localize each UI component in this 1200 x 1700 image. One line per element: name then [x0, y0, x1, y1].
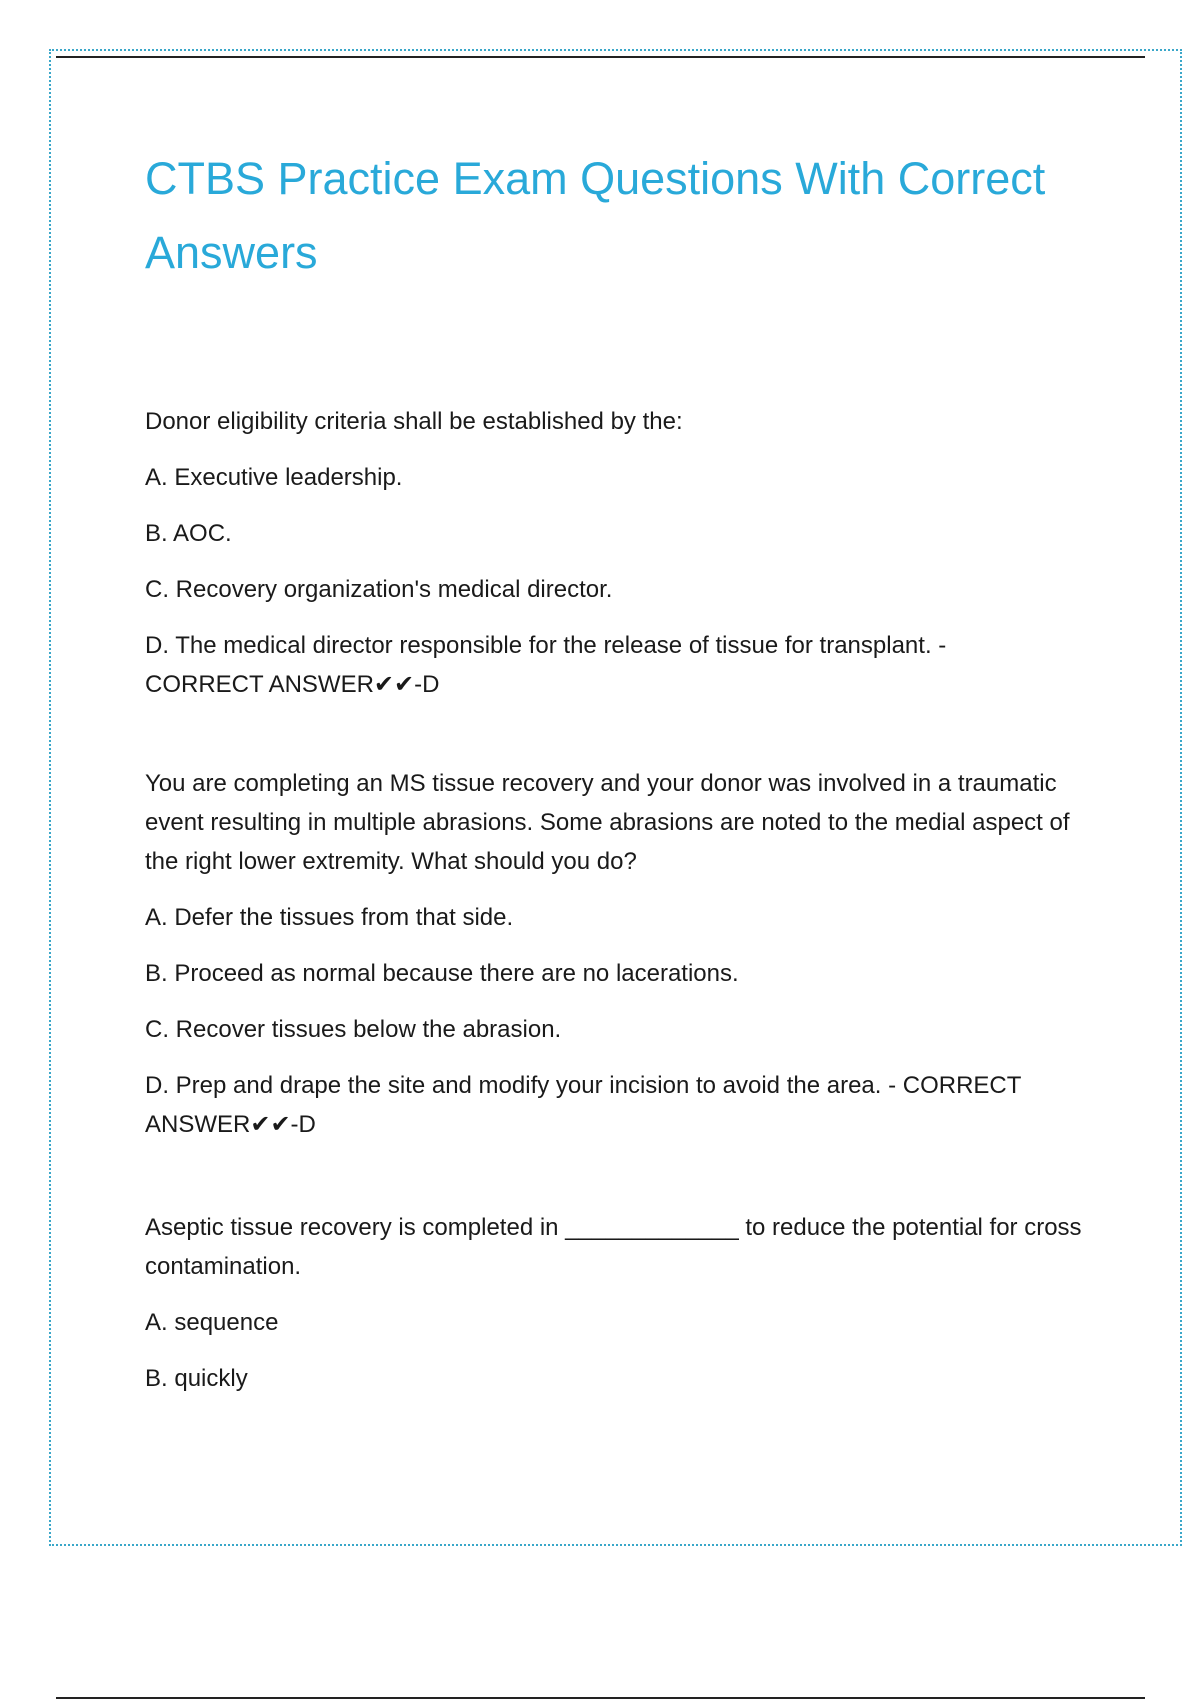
- option-a: A. Defer the tissues from that side.: [145, 904, 514, 931]
- question-text: Donor eligibility criteria shall be established by the:: [145, 408, 683, 435]
- question-2: [145, 764, 1085, 1144]
- option-text: D. Prep and drape the site and modify your incision to avoid the area. - CORRECT: [145, 1072, 1022, 1099]
- correct-answer: ANSWER✔✔-D: [145, 1111, 316, 1138]
- document-body: [145, 142, 1085, 1398]
- document-title: CTBS Practice Exam Questions With Correct Answers: [145, 153, 1046, 278]
- option-d: [145, 626, 1085, 704]
- option-a: A. Executive leadership.: [145, 464, 403, 491]
- header-rule: [56, 56, 1145, 58]
- option-c: C. Recover tissues below the abrasion.: [145, 1016, 562, 1043]
- option-a: A. sequence: [145, 1309, 279, 1336]
- footer-rule: [56, 1697, 1145, 1699]
- option-b: B. quickly: [145, 1365, 248, 1392]
- correct-answer: CORRECT ANSWER✔✔-D: [145, 671, 440, 698]
- option-text: D. The medical director responsible for the release of tissue for transplant. -: [145, 632, 947, 659]
- option-b: B. AOC.: [145, 520, 232, 547]
- question-text: You are completing an MS tissue recovery and your donor was involved in a traumatic event resulting in multiple abrasions. Some abrasions are noted to the medial aspect of the right lower extremity. What should you do?: [145, 770, 1070, 875]
- question-1: [145, 402, 1085, 704]
- option-d: [145, 1066, 1085, 1144]
- option-c: C. Recovery organization's medical director.: [145, 576, 613, 603]
- option-b: B. Proceed as normal because there are no lacerations.: [145, 960, 739, 987]
- question-3: [145, 1208, 1085, 1398]
- question-text: Aseptic tissue recovery is completed in _____________ to reduce the potential for cross contamination.: [145, 1214, 1082, 1280]
